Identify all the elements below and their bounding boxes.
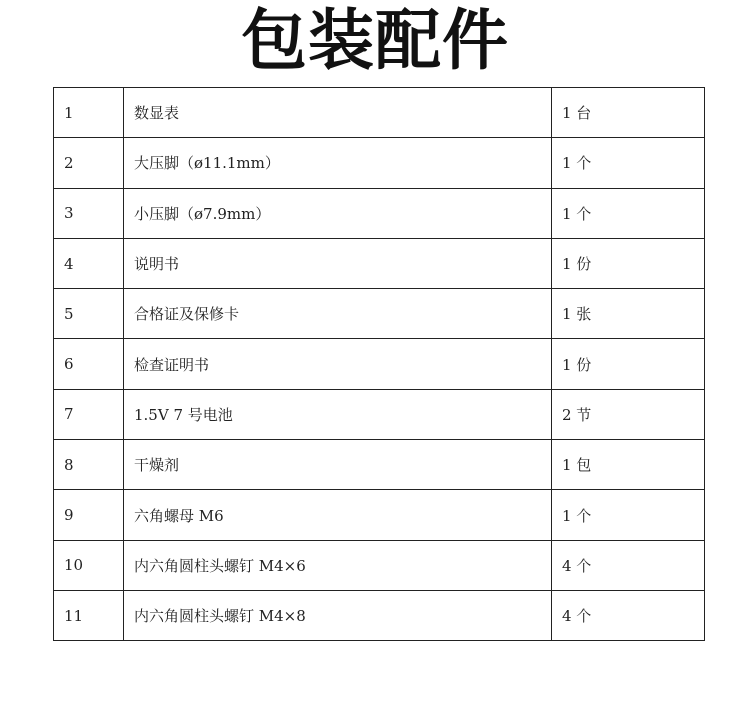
item-quantity: 1 个 — [552, 490, 705, 540]
item-quantity: 4 个 — [552, 590, 705, 640]
table-row — [54, 339, 705, 389]
item-quantity: 1 张 — [552, 289, 705, 339]
item-number: 2 — [54, 138, 124, 188]
item-number: 6 — [54, 339, 124, 389]
table-row — [54, 490, 705, 540]
item-number: 7 — [54, 389, 124, 439]
table-row — [54, 590, 705, 640]
item-number: 11 — [54, 590, 124, 640]
item-number: 10 — [54, 540, 124, 590]
item-number: 5 — [54, 289, 124, 339]
item-quantity: 1 个 — [552, 188, 705, 238]
item-number: 9 — [54, 490, 124, 540]
item-name: 大压脚（ø11.1mm） — [124, 138, 552, 188]
item-quantity: 1 个 — [552, 138, 705, 188]
item-name: 干燥剂 — [124, 440, 552, 490]
item-name: 内六角圆柱头螺钉 M4×8 — [124, 590, 552, 640]
item-name: 数显表 — [124, 88, 552, 138]
accessories-table — [53, 87, 705, 641]
table-row — [54, 389, 705, 439]
item-name: 1.5V 7 号电池 — [124, 389, 552, 439]
item-number: 1 — [54, 88, 124, 138]
item-name: 合格证及保修卡 — [124, 289, 552, 339]
table-row — [54, 138, 705, 188]
item-number: 4 — [54, 238, 124, 288]
table-row — [54, 88, 705, 138]
item-quantity: 4 个 — [552, 540, 705, 590]
item-name: 检查证明书 — [124, 339, 552, 389]
table-row — [54, 238, 705, 288]
item-quantity: 1 台 — [552, 88, 705, 138]
item-name: 说明书 — [124, 238, 552, 288]
page-title: 包装配件 — [241, 2, 509, 79]
item-quantity: 1 包 — [552, 440, 705, 490]
item-number: 3 — [54, 188, 124, 238]
item-name: 小压脚（ø7.9mm） — [124, 188, 552, 238]
item-name: 六角螺母 M6 — [124, 490, 552, 540]
table-row — [54, 540, 705, 590]
item-number: 8 — [54, 440, 124, 490]
item-quantity: 1 份 — [552, 238, 705, 288]
item-name: 内六角圆柱头螺钉 M4×6 — [124, 540, 552, 590]
table-row — [54, 440, 705, 490]
table-row — [54, 289, 705, 339]
item-quantity: 1 份 — [552, 339, 705, 389]
table-row — [54, 188, 705, 238]
item-quantity: 2 节 — [552, 389, 705, 439]
